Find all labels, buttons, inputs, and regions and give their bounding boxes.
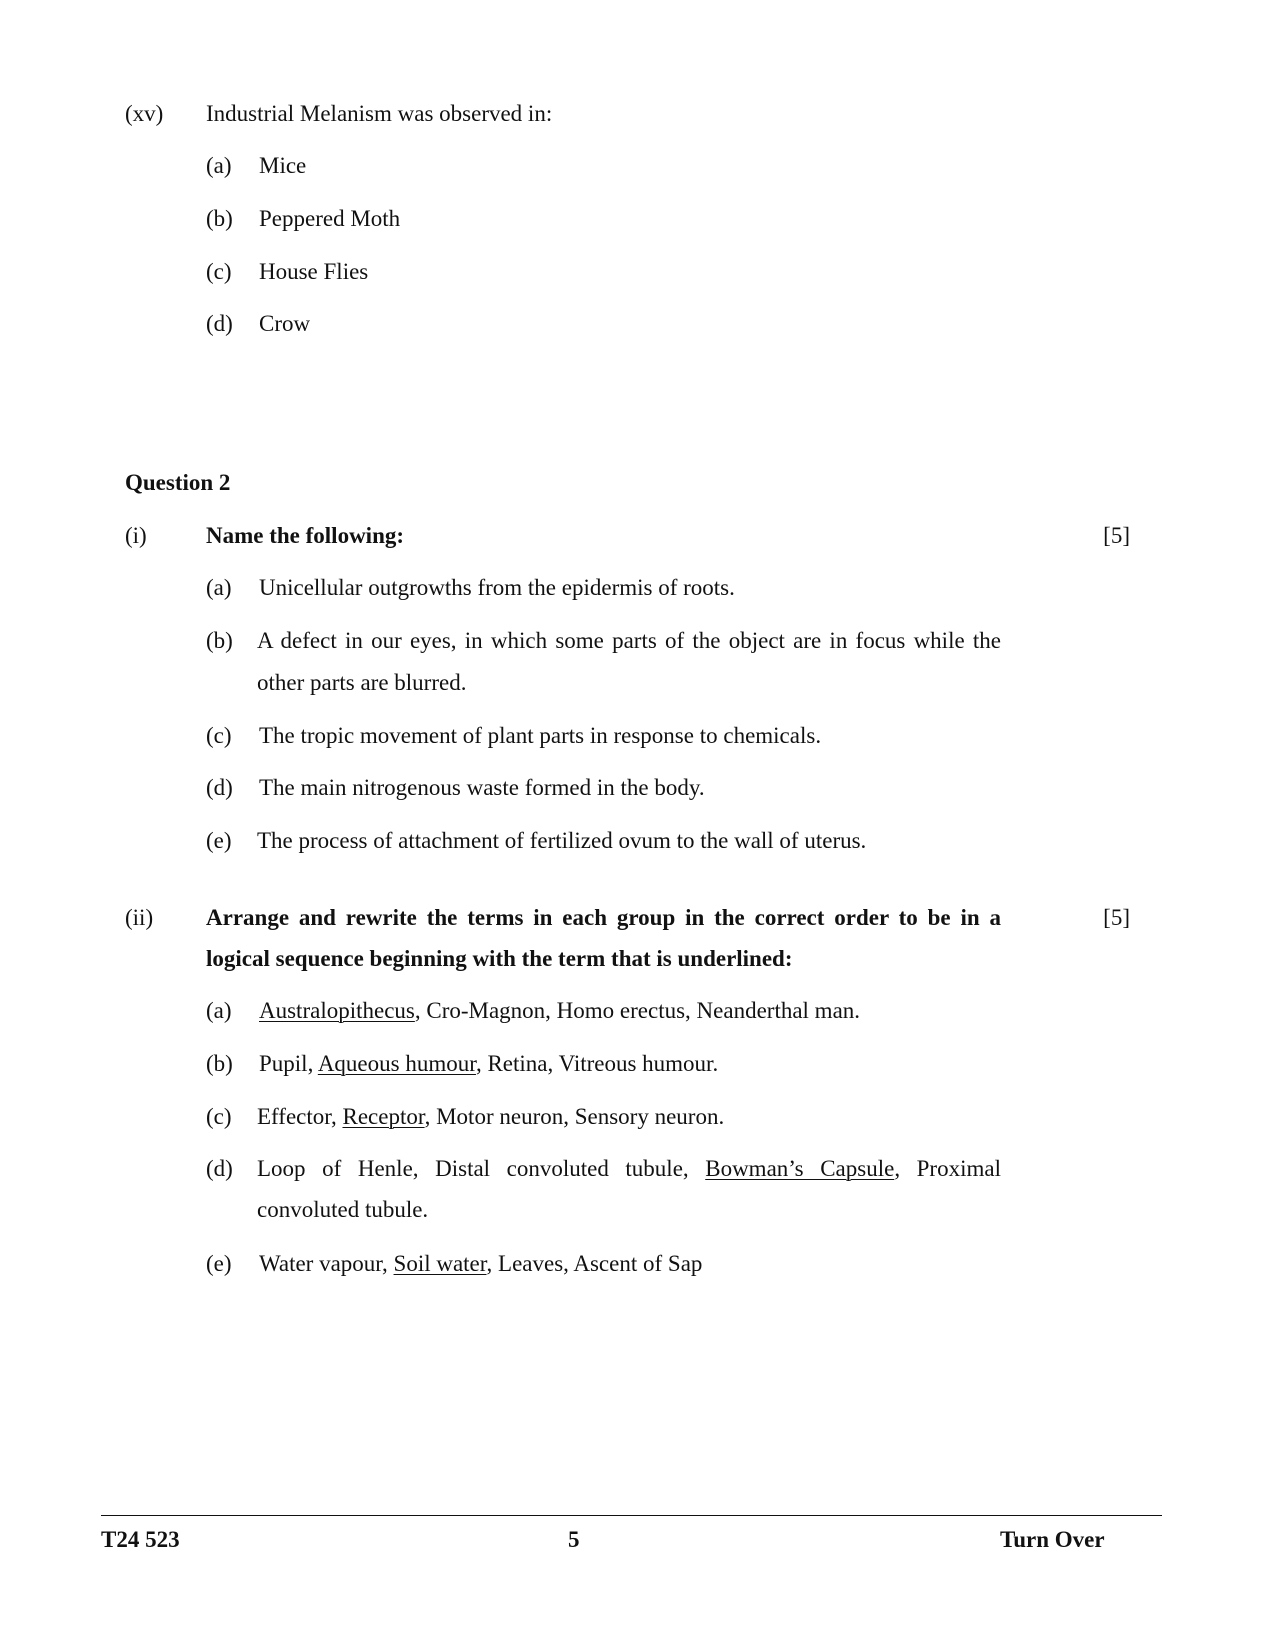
part-heading: Arrange and rewrite the terms in each group in the correct order to be in a (206, 905, 1001, 930)
part-number: (i) (125, 523, 147, 548)
item-text: The main nitrogenous waste formed in the body. (259, 775, 705, 800)
underlined-term: Receptor (342, 1104, 425, 1129)
paper-code: T24 523 (101, 1527, 180, 1552)
option-label: (b) (206, 206, 233, 231)
option-label: (c) (206, 259, 232, 284)
footer-rule (101, 1515, 1162, 1516)
term-rest: , Retina, Vitreous humour. (475, 1051, 719, 1076)
underlined-term: Bowman’s Capsule (705, 1156, 895, 1181)
option-text: Peppered Moth (259, 206, 401, 231)
underlined-term: Aqueous humour (317, 1051, 476, 1076)
item-text: A defect in our eyes, in which some parts of the object are in focus while the (257, 628, 1001, 653)
term-rest: , Cro-Magnon, Homo erectus, Neanderthal man. (414, 998, 861, 1023)
option-text: Mice (259, 153, 307, 178)
term-before: Water vapour, (259, 1251, 394, 1276)
item-label: (c) (206, 723, 232, 748)
item-text (257, 1103, 724, 1131)
term-rest: , Motor neuron, Sensory neuron. (424, 1104, 725, 1129)
part-heading-continued: logical sequence beginning with the term that is underlined: (206, 946, 793, 971)
underlined-term: Australopithecus (259, 998, 415, 1023)
item-text (259, 1050, 718, 1078)
item-label: (a) (206, 575, 232, 600)
question-number: (xv) (125, 101, 164, 126)
term-rest: , Leaves, Ascent of Sap (486, 1251, 703, 1276)
question-title: Question 2 (125, 470, 231, 495)
part-heading: Name the following: (206, 523, 405, 548)
question-text: Industrial Melanism was observed in: (206, 101, 553, 126)
item-text-continued: other parts are blurred. (257, 670, 467, 695)
item-text: The tropic movement of plant parts in response to chemicals. (259, 723, 822, 748)
item-text (259, 997, 860, 1025)
option-text: Crow (259, 311, 311, 336)
term-rest: , Proximal (894, 1156, 1001, 1181)
item-text (259, 1250, 702, 1278)
term-before: Pupil, (259, 1051, 318, 1076)
term-before: Effector, (257, 1104, 343, 1129)
item-text: Unicellular outgrowths from the epidermis of roots. (259, 575, 735, 600)
item-text-continued: convoluted tubule. (257, 1197, 429, 1222)
item-label: (e) (206, 1251, 232, 1276)
page-number: 5 (568, 1527, 580, 1552)
option-label: (a) (206, 153, 232, 178)
item-text: The process of attachment of fertilized ovum to the wall of uterus. (257, 828, 867, 853)
term-before: Loop of Henle, Distal convoluted tubule, (257, 1156, 706, 1181)
item-label: (c) (206, 1104, 232, 1129)
option-text: House Flies (259, 259, 369, 284)
option-label: (d) (206, 311, 233, 336)
marks: [5] (1103, 905, 1130, 930)
turn-over: Turn Over (1000, 1527, 1105, 1552)
item-label: (a) (206, 998, 232, 1023)
item-label: (e) (206, 828, 232, 853)
part-number: (ii) (125, 905, 154, 930)
item-label: (b) (206, 1051, 233, 1076)
item-label: (d) (206, 775, 233, 800)
item-text (257, 1155, 1001, 1183)
marks: [5] (1103, 523, 1130, 548)
item-label: (b) (206, 628, 233, 653)
item-label: (d) (206, 1156, 233, 1181)
underlined-term: Soil water (393, 1251, 487, 1276)
